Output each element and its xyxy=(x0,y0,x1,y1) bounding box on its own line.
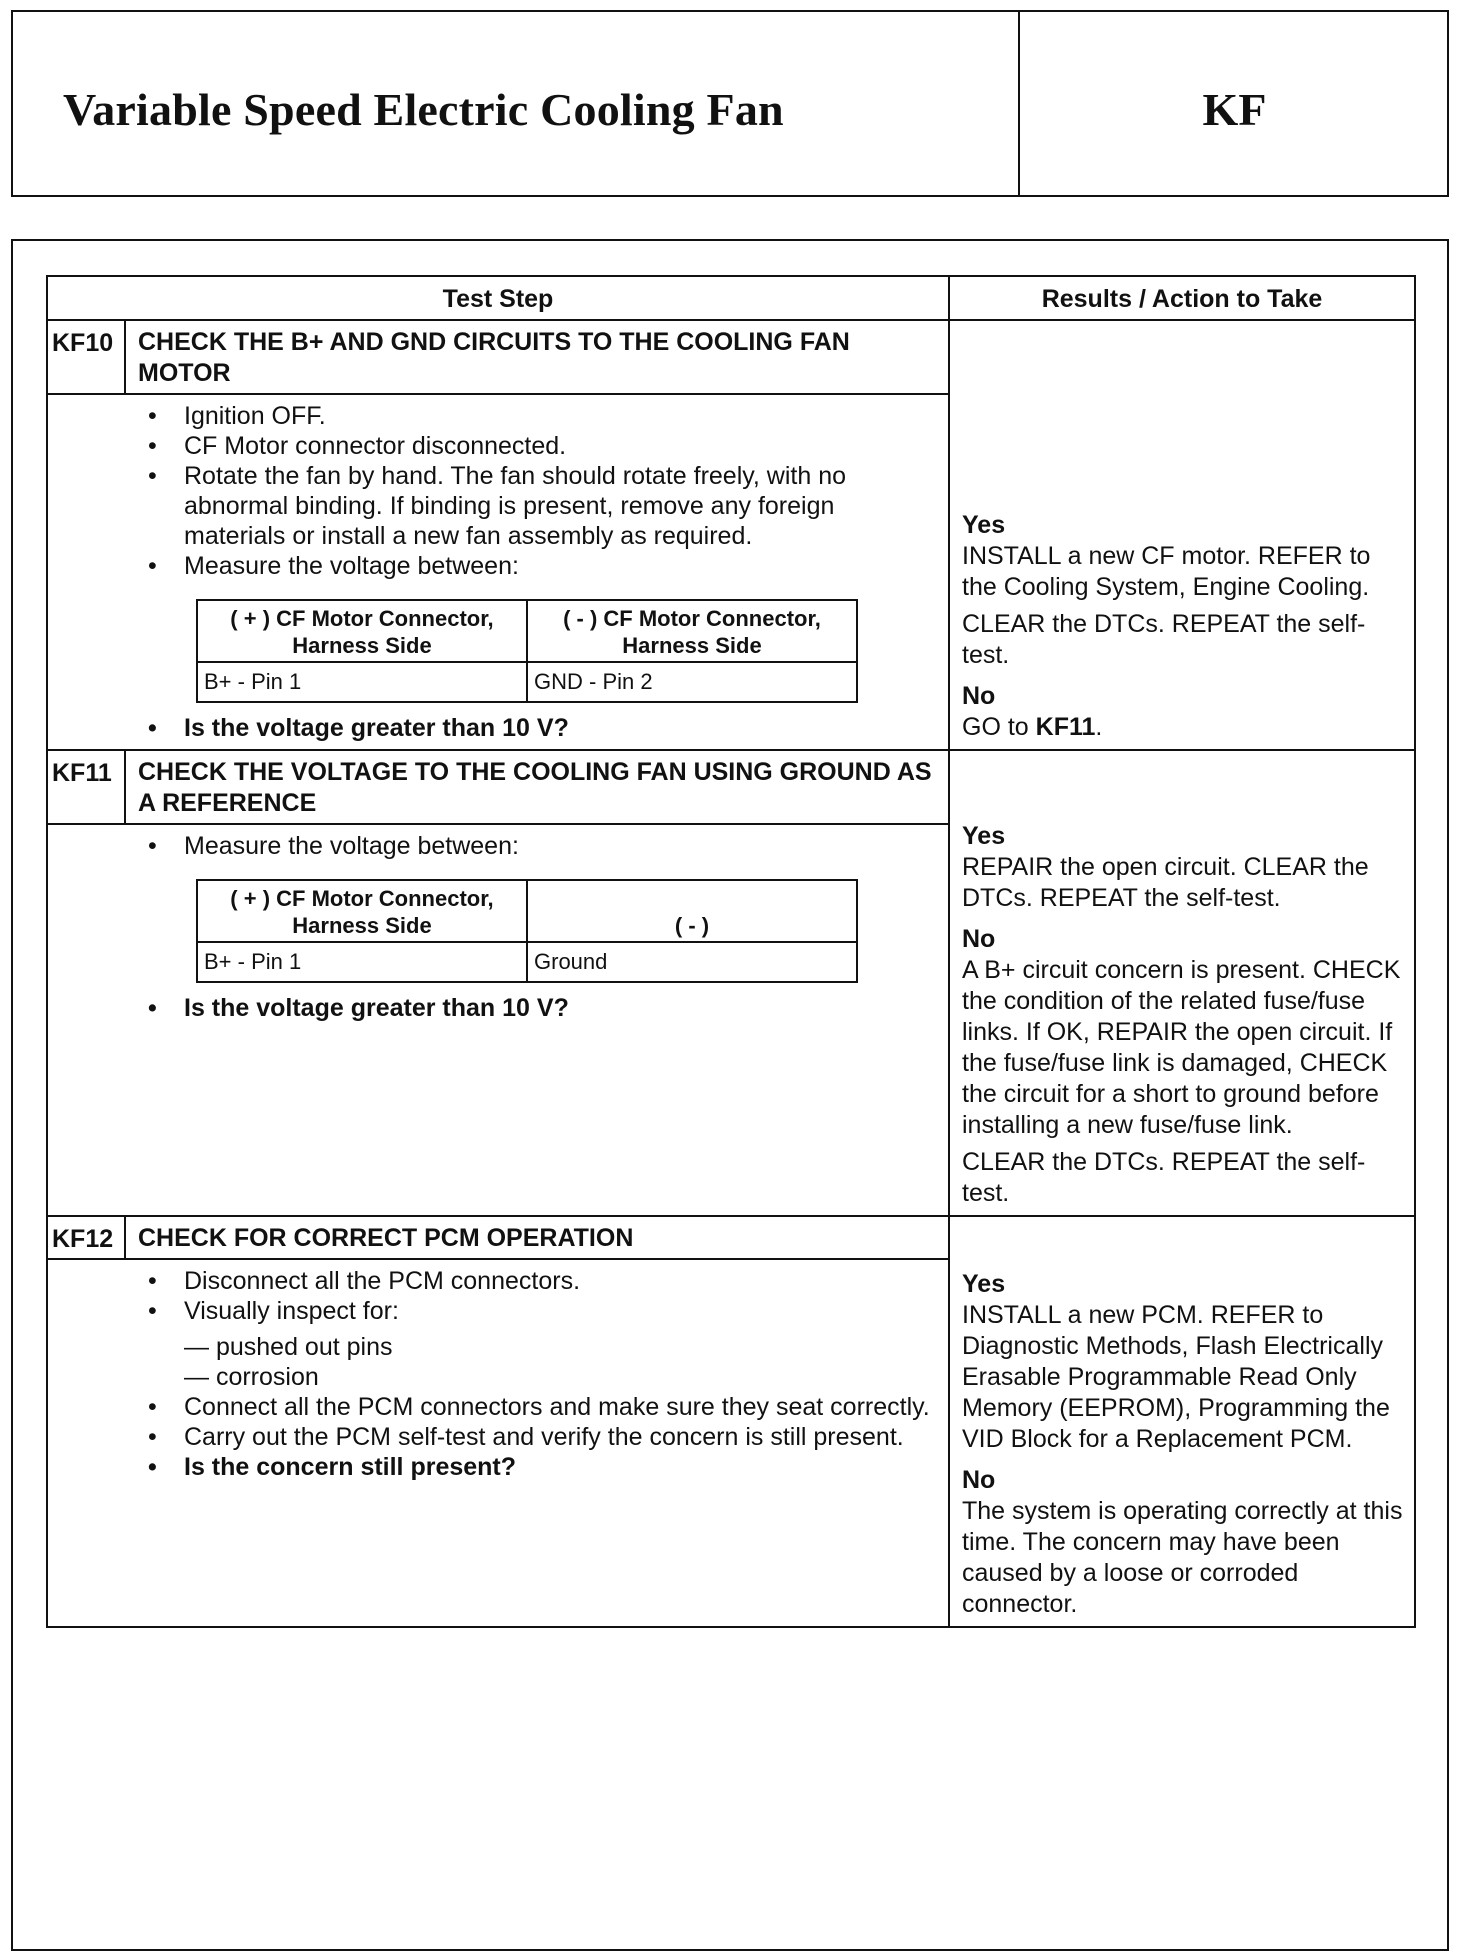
step-id: KF10 xyxy=(48,321,126,393)
step-heading: CHECK THE B+ AND GND CIRCUITS TO THE COOLING FAN MOTOR xyxy=(138,328,850,387)
step-kf11-results xyxy=(950,751,1414,1215)
yes-action: INSTALL a new CF motor. REFER to the Cooling System, Engine Cooling. xyxy=(962,542,1371,601)
sub-list-item: — corrosion xyxy=(184,1362,938,1392)
question: • Is the voltage greater than 10 V? xyxy=(142,713,938,743)
result-yes xyxy=(962,510,1406,677)
question: • Is the concern still present? xyxy=(142,1452,938,1482)
step-id: KF12 xyxy=(48,1217,126,1258)
step-kf12-results xyxy=(950,1217,1414,1626)
list-item: • Rotate the fan by hand. The fan should rotate freely, with no abnormal binding. If binding is present, remove any foreign materials or install a new fan assembly as required. xyxy=(142,461,938,551)
result-no xyxy=(962,1465,1406,1620)
list-item: • Ignition OFF. xyxy=(142,401,938,431)
no-action: A B+ circuit concern is present. CHECK the condition of the related fuse/fuse links. If OK, REPAIR the open circuit. If the fuse/fuse link is damaged, CHECK the circuit for a short to ground before installing a new fuse/fuse link. xyxy=(962,956,1401,1139)
result-no xyxy=(962,924,1406,1209)
step-id: KF11 xyxy=(48,751,126,823)
goto-step-link[interactable]: KF11 xyxy=(1035,713,1096,741)
step-kf12 xyxy=(48,1217,1414,1626)
measurement-positive-value: B+ - Pin 1 xyxy=(197,942,527,982)
measurement-negative-header: ( - ) xyxy=(527,880,857,942)
measurement-table xyxy=(196,879,858,983)
measurement-table xyxy=(196,599,858,703)
section-code: KF xyxy=(1202,84,1267,135)
step-kf11-title-row xyxy=(48,751,948,825)
list-item: • Measure the voltage between: xyxy=(142,551,938,581)
list-item: • Visually inspect for: xyxy=(142,1296,938,1326)
list-item: • Connect all the PCM connectors and make sure they seat correctly. xyxy=(142,1392,938,1422)
step-kf12-body xyxy=(48,1260,948,1488)
yes-label: Yes xyxy=(962,822,1006,850)
yes-label: Yes xyxy=(962,1270,1006,1298)
page-title: Variable Speed Electric Cooling Fan xyxy=(63,84,784,135)
step-kf12-title-row xyxy=(48,1217,948,1260)
sub-list-item: — pushed out pins xyxy=(184,1332,938,1362)
list-item: • Carry out the PCM self-test and verify the concern is still present. xyxy=(142,1422,938,1452)
list-item: • Measure the voltage between: xyxy=(142,831,938,861)
yes-action: CLEAR the DTCs. REPEAT the self-test. xyxy=(962,610,1366,669)
step-kf12-test xyxy=(48,1217,950,1626)
column-header-results: Results / Action to Take xyxy=(1041,285,1323,313)
step-heading: CHECK FOR CORRECT PCM OPERATION xyxy=(138,1224,634,1252)
question: • Is the voltage greater than 10 V? xyxy=(142,993,938,1023)
step-heading: CHECK THE VOLTAGE TO THE COOLING FAN USING GROUND AS A REFERENCE xyxy=(138,758,932,817)
measurement-negative-value: GND - Pin 2 xyxy=(527,662,857,702)
measurement-positive-value: B+ - Pin 1 xyxy=(197,662,527,702)
result-no: No GO to KF11. xyxy=(962,681,1406,743)
page-header xyxy=(11,10,1449,197)
measurement-negative-value: Ground xyxy=(527,942,857,982)
no-action: The system is operating correctly at this time. The concern may have been caused by a loose or corroded connector. xyxy=(962,1497,1403,1618)
no-action: CLEAR the DTCs. REPEAT the self-test. xyxy=(962,1148,1366,1207)
no-label: No xyxy=(962,925,996,953)
test-step-table xyxy=(46,275,1416,1628)
result-yes xyxy=(962,821,1406,920)
step-kf11-body xyxy=(48,825,948,1215)
result-yes xyxy=(962,1269,1406,1461)
measurement-positive-header: ( + ) CF Motor Connector, Harness Side xyxy=(197,600,527,662)
no-label: No xyxy=(962,682,996,710)
yes-action: INSTALL a new PCM. REFER to Diagnostic Methods, Flash Electrically Erasable Programmable Read Only Memory (EEPROM), Programming the VID Block for a Replacement PCM. xyxy=(962,1301,1390,1453)
step-kf10-bullets xyxy=(142,401,938,581)
no-action: GO to xyxy=(962,713,1029,741)
column-header-test-step: Test Step xyxy=(48,277,950,319)
list-item: • Disconnect all the PCM connectors. xyxy=(142,1266,938,1296)
measurement-positive-header: ( + ) CF Motor Connector, Harness Side xyxy=(197,880,527,942)
yes-label: Yes xyxy=(962,511,1006,539)
step-kf11 xyxy=(48,751,1414,1217)
list-item: • CF Motor connector disconnected. xyxy=(142,431,938,461)
yes-action: REPAIR the open circuit. CLEAR the DTCs. REPEAT the self-test. xyxy=(962,853,1369,912)
step-kf11-test xyxy=(48,751,950,1215)
step-kf10 xyxy=(48,321,1414,751)
measurement-negative-header: ( - ) CF Motor Connector, Harness Side xyxy=(527,600,857,662)
step-kf10-test xyxy=(48,321,950,749)
step-kf10-results xyxy=(950,321,1414,749)
inspection-sub-list xyxy=(142,1332,938,1392)
step-kf10-question xyxy=(142,713,938,743)
step-kf10-title-row xyxy=(48,321,948,395)
no-label: No xyxy=(962,1466,996,1494)
table-header xyxy=(48,277,1414,321)
step-kf10-body xyxy=(48,395,948,749)
